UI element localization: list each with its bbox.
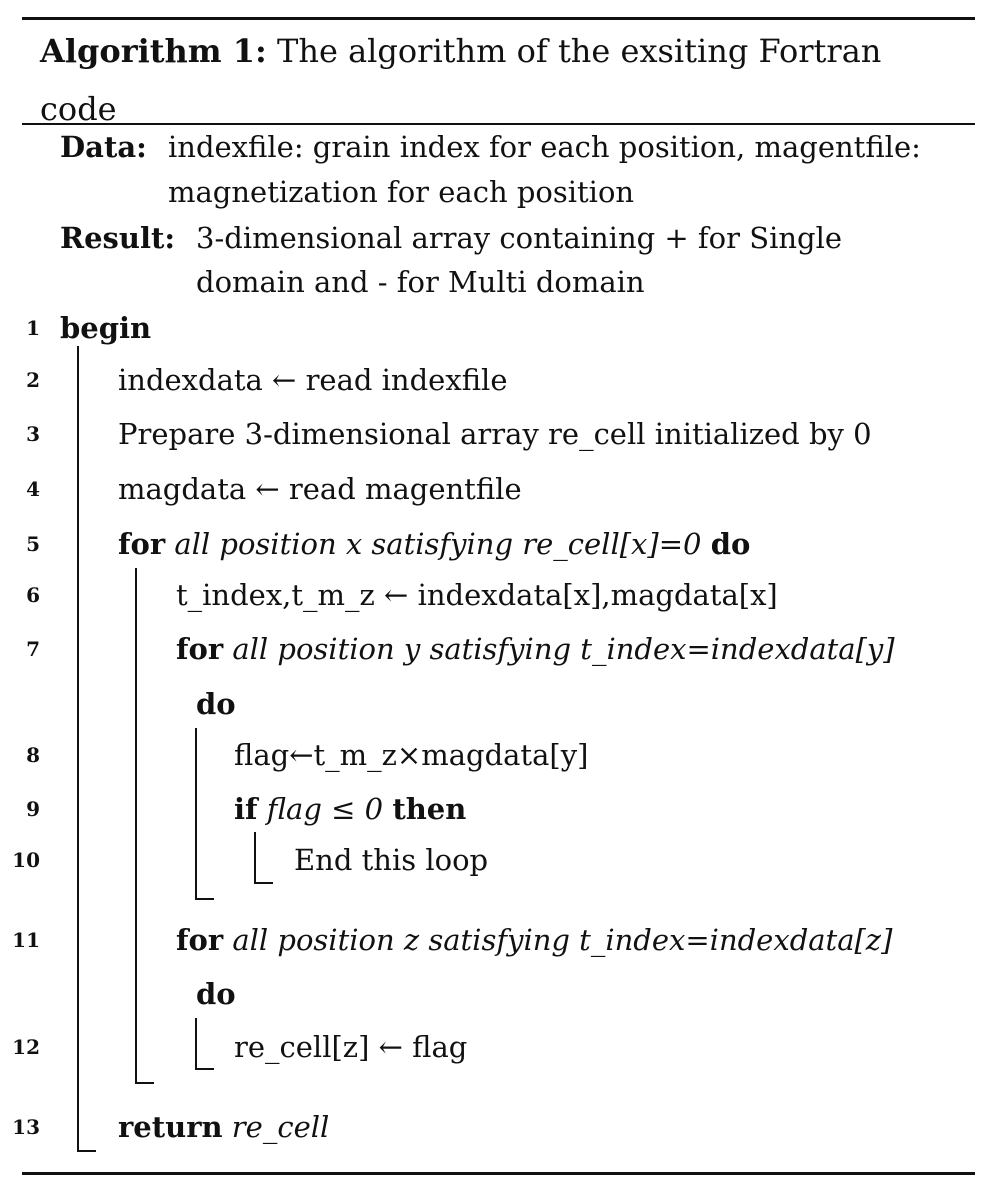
code-line-4: magdata ← read magentfile [118, 472, 522, 506]
line-number-4: 4 [26, 477, 40, 501]
line-number-3: 3 [26, 422, 40, 446]
line-number-10: 10 [12, 848, 40, 872]
do-keyword: do [196, 977, 236, 1011]
for-keyword: for [118, 527, 166, 561]
if-keyword: if [234, 792, 258, 826]
return-value: re_cell [231, 1110, 330, 1144]
line-number-7: 7 [26, 637, 40, 661]
for-y-block-end [195, 898, 214, 900]
data-line1: indexfile: grain index for each position, magentfile: [168, 130, 921, 164]
algorithm-caption [40, 22, 960, 138]
code-line-3: Prepare 3-dimensional array re_cell initialized by 0 [118, 417, 872, 451]
for-z-block-end [195, 1068, 214, 1070]
algorithm-title-line1: The algorithm of the exsiting Fortran [277, 32, 882, 70]
code-line-6: t_index,t_m_z ← indexdata[x],magdata[x] [176, 578, 778, 612]
begin-block-end [77, 1150, 96, 1152]
do-keyword: do [196, 687, 236, 721]
code-line-5 [118, 526, 750, 562]
for-y-block-line [195, 728, 197, 900]
line-number-8: 8 [26, 743, 40, 767]
return-keyword: return [118, 1110, 223, 1144]
code-line-8: flag←t_m_z×magdata[y] [234, 738, 589, 772]
code-line-2: indexdata ← read indexfile [118, 363, 508, 397]
algorithm-title-line2: code [40, 90, 117, 128]
result-line1: 3-dimensional array containing + for Single [196, 221, 843, 255]
for-x-block-line [135, 568, 137, 1084]
for-keyword: for [176, 923, 224, 957]
line-number-9: 9 [26, 797, 40, 821]
data-label: Data: [60, 130, 147, 164]
code-line-9 [234, 791, 466, 827]
line-number-5: 5 [26, 532, 40, 556]
if-condition: flag ≤ 0 [266, 792, 384, 826]
then-keyword: then [392, 792, 467, 826]
if-block-line [254, 832, 256, 884]
data-line2: magnetization for each position [168, 175, 635, 209]
top-rule [22, 17, 975, 20]
begin-keyword: begin [60, 311, 152, 345]
line-number-6: 6 [26, 583, 40, 607]
begin-block-line [77, 346, 79, 1152]
if-block-end [254, 882, 273, 884]
code-line-10: End this loop [294, 843, 489, 877]
code-line-7 [176, 631, 895, 667]
code-line-11 [176, 922, 892, 958]
bottom-rule [22, 1172, 975, 1175]
line-number-2: 2 [26, 368, 40, 392]
for-condition-y: all position y satisfying t_index=indexdata[y] [232, 632, 895, 666]
code-line-13 [118, 1109, 329, 1145]
algorithm-label: Algorithm 1: [40, 32, 267, 70]
line-number-1: 1 [26, 316, 40, 340]
for-x-block-end [135, 1082, 154, 1084]
line-number-11: 11 [12, 928, 40, 952]
result-line2: domain and - for Multi domain [196, 265, 645, 299]
result-label: Result: [60, 221, 176, 255]
for-z-block-line [195, 1018, 197, 1070]
line-number-13: 13 [12, 1115, 40, 1139]
code-line-12: re_cell[z] ← flag [234, 1030, 468, 1064]
for-condition-x: all position x satisfying re_cell[x]=0 [174, 527, 702, 561]
for-condition-z: all position z satisfying t_index=indexdata[z] [232, 923, 893, 957]
line-number-12: 12 [12, 1035, 40, 1059]
do-keyword: do [710, 527, 751, 561]
for-keyword: for [176, 632, 224, 666]
